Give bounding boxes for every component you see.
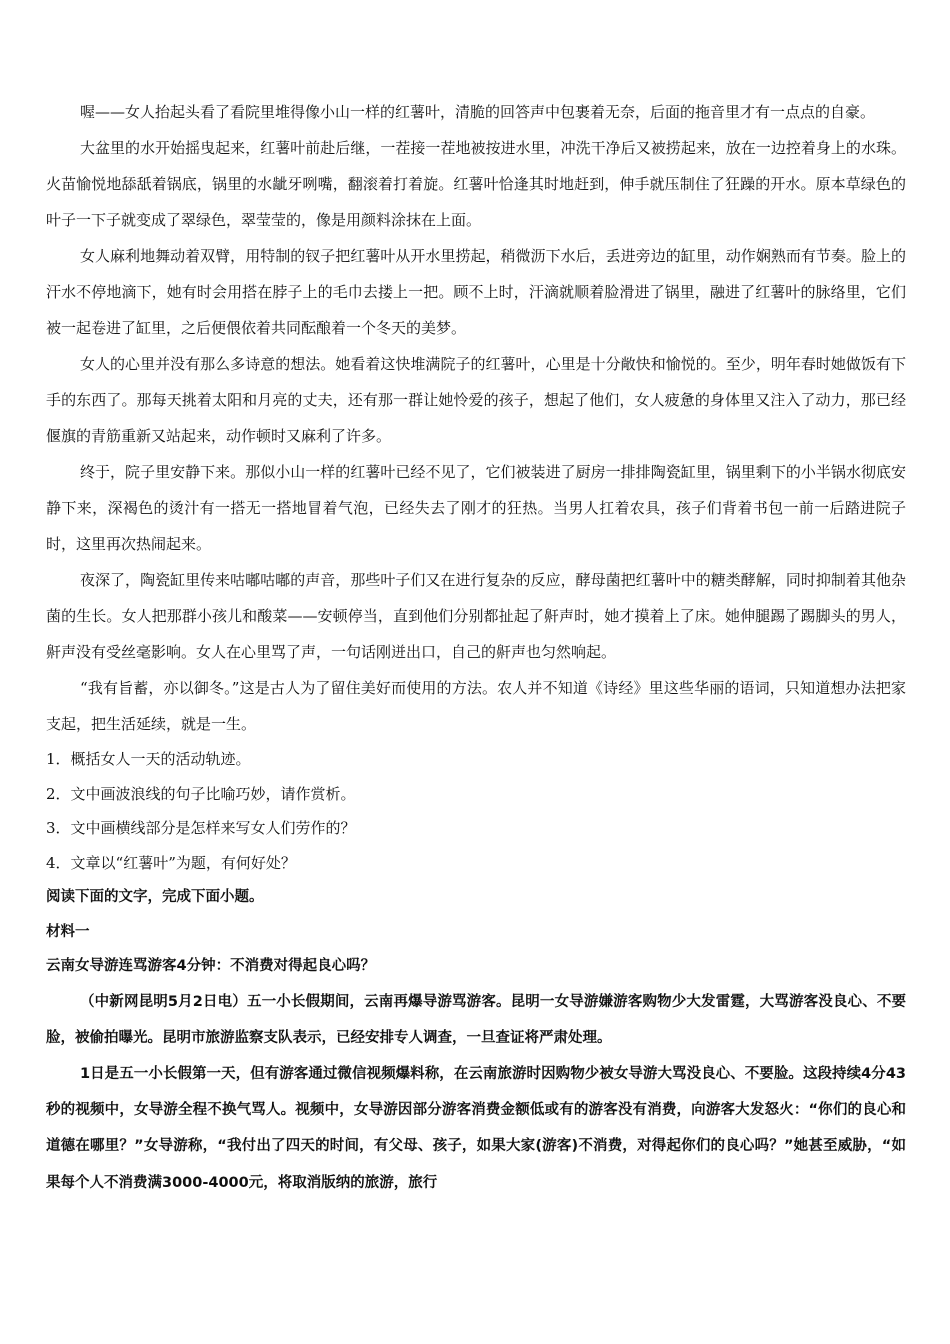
news-title: 云南女导游连骂游客4分钟：不消费对得起良心吗？ [46, 958, 376, 974]
question-2: 2．文中画波浪线的句子比喻巧妙，请作赏析。 [46, 784, 356, 803]
story-paragraph-2: 大盆里的水开始摇曳起来，红薯叶前赴后继，一茬接一茬地被按进水里，冲洗干净后又被捞起来，放在一边控着身上的水珠。火苗愉悦地舔舐着锅底，锅里的水龇牙咧嘴，翻滚着打着旋。红薯叶恰逢其时地赶到，伸手就压制住了狂躁的开水。原本草绿色的叶子一下子就变成了翠绿色，翠莹莹的，像是用颜料涂抹在上面。 [46, 139, 906, 229]
material-label: 材料一 [46, 923, 90, 940]
section-instruction: 阅读下面的文字，完成下面小题。 [46, 889, 264, 905]
story-paragraph-5: 终于，院子里安静下来。那似小山一样的红薯叶已经不见了，它们被装进了厨房一排排陶瓷缸里，锅里剩下的小半锅水彻底安静下来，深褐色的烫汁有一搭无一搭地冒着气泡，已经失去了刚才的狂热。当男人扛着农具，孩子们背着书包一前一后踏进院子时，这里再次热闹起来。 [46, 463, 906, 553]
news-paragraph-1: （中新网昆明5月2日电）五一小长假期间，云南再爆导游骂游客。昆明一女导游嫌游客购物少大发雷霆，大骂游客没良心、不要脸，被偷拍曝光。昆明市旅游监察支队表示，已经安排专人调查，一旦查证将严肃处理。 [46, 993, 906, 1046]
story-paragraph-4: 女人的心里并没有那么多诗意的想法。她看着这快堆满院子的红薯叶，心里是十分敞快和愉悦的。至少，明年春时她做饭有下手的东西了。那每天挑着太阳和月亮的丈夫，还有那一群让她怜爱的孩子，想起了他们，女人疲惫的身体里又注入了动力，那已经偃旗的青筋重新又站起来，动作顿时又麻利了许多。 [46, 355, 906, 445]
question-1: 1．概括女人一天的活动轨迹。 [46, 750, 251, 768]
news-paragraph-2: 1日是五一小长假第一天，但有游客通过微信视频爆料称，在云南旅游时因购物少被女导游大骂没良心、不要脸。这段持续4分43秒的视频中，女导游全程不换气骂人。视频中，女导游因部分游客消费金额低或有的游客没有消费，向游客大发怒火：“你们的良心和道德在哪里？”女导游称，“我付出了四天的时间，有父母、孩子，如果大家(游客)不消费，对得起你们的良心吗？”她甚至威胁，“如果每个人不消费满3000-4000元，将取消版纳的旅游，旅行 [46, 1065, 906, 1191]
story-paragraph-1: 喔——女人抬起头看了看院里堆得像小山一样的红薯叶，清脆的回答声中包裹着无奈，后面的拖音里才有一点点的自豪。 [80, 103, 876, 121]
story-paragraph-7: “我有旨蓄，亦以御冬。”这是古人为了留住美好而使用的方法。农人并不知道《诗经》里这些华丽的语词，只知道想办法把家支起，把生活延续，就是一生。 [46, 679, 906, 733]
question-3: 3．文中画横线部分是怎样来写女人们劳作的？ [46, 819, 356, 837]
story-paragraph-3: 女人麻利地舞动着双臂，用特制的钗子把红薯叶从开水里捞起，稍微沥下水后，丢进旁边的缸里，动作娴熟而有节奏。脸上的汗水不停地滴下，她有时会用搭在脖子上的毛巾去搂上一把。顾不上时，汗滴就顺着脸滑进了锅里，融进了红薯叶的脉络里，它们被一起卷进了缸里，之后便偎依着共同酝酿着一个冬天的美梦。 [46, 247, 906, 337]
question-4: 4．文章以“红薯叶”为题，有何好处？ [46, 853, 296, 872]
story-paragraph-6: 夜深了，陶瓷缸里传来咕嘟咕嘟的声音，那些叶子们又在进行复杂的反应，酵母菌把红薯叶中的糖类酵解，同时抑制着其他杂菌的生长。女人把那群小孩儿和酸菜——安顿停当，直到他们分别都扯起了鼾声时，她才摸着上了床。她伸腿踢了踢脚头的男人，鼾声没有受丝毫影响。女人在心里骂了声，一句话刚迸出口，自己的鼾声也匀然响起。 [46, 571, 906, 661]
